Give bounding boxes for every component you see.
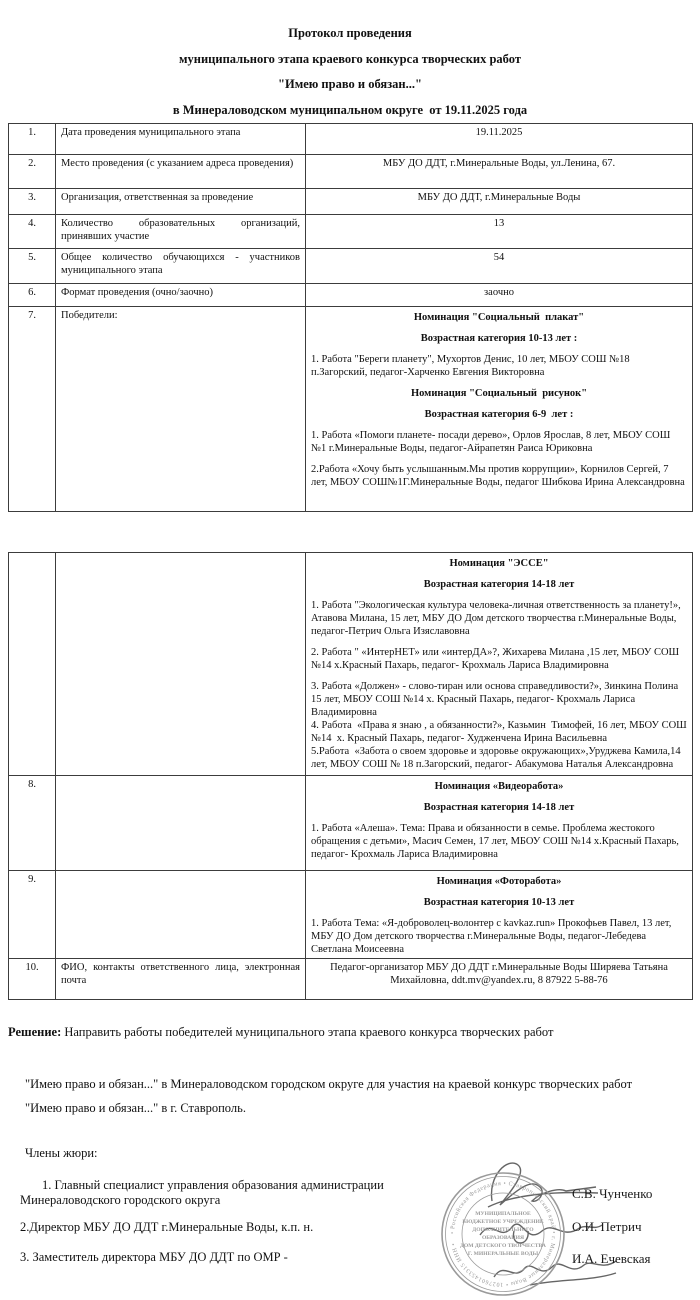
- winner-entry: 1. Работа "Береги планету", Мухортов Денис, 10 лет, МБОУ СОШ №18 п.Загорский, педагог-Харченко Евгения Викторовна: [311, 354, 633, 378]
- winner-entry: 1. Работа «Алеша». Тема: Права и обязанности в семье. Проблема жестокого обращения с детьми», Масич Семен, 17 лет, МБОУ СОШ №14 х.Красный Пахарь, педагог- Крохмаль Лариса Владимировна: [311, 823, 682, 860]
- row-label-empty: [56, 871, 306, 959]
- signature-name: И.А. Ечевская: [572, 1251, 651, 1266]
- decision-label: Решение:: [8, 1025, 62, 1039]
- row-number: 10.: [9, 959, 56, 1000]
- nomination-heading: Номинация "ЭССЕ": [449, 558, 549, 569]
- contact-value: Педагог-организатор МБУ ДО ДДТ г.Минеральные Воды Ширяева Татьяна Михайловна, ddt.mv@yandex.ru, 8 87922 5-88-76: [306, 959, 693, 1000]
- age-category-heading: Возрастная категория 10-13 лет: [423, 897, 575, 908]
- row-value: заочно: [306, 284, 693, 307]
- winner-entry: 4. Работа «Права я знаю , а обязанности?», Казьмин Тимофей, 16 лет, МБОУ СОШ №14 х. Красный Пахарь, педагог- Худженчена Ирина Васильевна: [311, 720, 690, 744]
- table-row: [9, 249, 693, 284]
- table-row-winners: [9, 307, 693, 512]
- row-label-empty: [56, 776, 306, 871]
- winner-entry: 2.Работа «Хочу быть услышанным.Мы против коррупции», Корнилов Сергей, 7 лет, МБОУ СОШ№1Г.Минеральные Воды, педагог Шибкова Ирина Александровна: [311, 464, 685, 488]
- row-label: Общее количество обучающихся - участников муниципального этапа: [56, 249, 306, 284]
- table-row: [9, 284, 693, 307]
- photo-cell: [306, 871, 693, 959]
- row-number: 3.: [9, 189, 56, 215]
- decision-paragraph: [8, 1024, 700, 1040]
- row-label: Формат проведения (очно/заочно): [56, 284, 306, 307]
- stamp-line: ДОПОЛНИТЕЛЬНОГО: [472, 1227, 534, 1233]
- svg-text:• Российская Федерация • Ставр: [450, 1181, 557, 1287]
- row-number: 8.: [9, 776, 56, 871]
- decision-line-3: "Имею право и обязан..." в г. Ставрополь.: [25, 1101, 246, 1115]
- age-category-heading: Возрастная категория 14-18 лет: [423, 579, 575, 590]
- nomination-heading: Номинация «Фоторабота»: [436, 876, 562, 887]
- table-row-contact: [9, 959, 693, 1000]
- row-value: МБУ ДО ДДТ, г.Минеральные Воды: [306, 189, 693, 215]
- stamp-line: МУНИЦИПАЛЬНОЕ: [475, 1211, 531, 1217]
- row-value: 19.11.2025: [306, 124, 693, 155]
- nomination-heading: Номинация "Социальный рисунок": [410, 388, 588, 399]
- jury-member: 1. Главный специалист управления образования администрации Минераловодского городского округа: [20, 1177, 384, 1207]
- winner-entry: 2. Работа " «ИнтерНЕТ» или «интерДА»?, Жихарева Милана ,15 лет, МБОУ СОШ №14 х.Красный Пахарь, педагог- Крохмаль Лариса Владимировна: [311, 647, 682, 671]
- table-row-photo: [9, 871, 693, 959]
- winner-entry: 1. Работа "Экологическая культура человека-личная ответственность за планету!», Атавова Милана, 15 лет, МБУ ДО Дом детского творчества г.Минеральные Воды, педагог-Петрич Ольга Изяславовна: [311, 600, 684, 637]
- row-label: Победители:: [56, 307, 306, 512]
- row-value: 13: [306, 215, 693, 249]
- row-number: 7.: [9, 307, 56, 512]
- contest-name: "Имею право и обязан...": [278, 77, 422, 91]
- nomination-heading: Номинация "Социальный плакат": [413, 312, 585, 323]
- age-category-heading: Возрастная категория 10-13 лет :: [420, 333, 578, 344]
- winner-entry: 3. Работа «Должен» - слово-тиран или основа справедливости?», Зинкина Полина 15 лет, МБОУ СОШ №14 х. Красный Пахарь, педагог- Крохмаль Лариса Владимировна: [311, 681, 684, 718]
- stamp-line: ДОМ ДЕТСКОГО ТВОРЧЕСТВА: [460, 1243, 546, 1249]
- winner-entry: 1. Работа Тема: «Я-доброволец-волонтер с kavkaz.run» Прокофьев Павел, 13 лет, МБУ ДО Дом детского творчества г.Минеральные Воды, педагог-Лебедева Светлана Моисеевна: [311, 918, 674, 955]
- row-label: ФИО, контакты ответственного лица, электронная почта: [56, 959, 306, 1000]
- jury-member: 2.Директор МБУ ДО ДДТ г.Минеральные Воды, к.п. н.: [20, 1219, 314, 1234]
- row-number-empty: [9, 553, 56, 776]
- winner-entry: 1. Работа «Помоги планете- посади дерево», Орлов Ярослав, 8 лет, МБОУ СОШ №1 г.Минеральные Воды, педагог-Айрапетян Раиса Юриковна: [311, 430, 673, 454]
- stamp-line: Г. МИНЕРАЛЬНЫЕ ВОДЫ: [467, 1251, 539, 1257]
- table-row: [9, 189, 693, 215]
- table-row-essay: [9, 553, 693, 776]
- table-row: [9, 124, 693, 155]
- row-number: 1.: [9, 124, 56, 155]
- page-title: Протокол проведения: [288, 26, 412, 40]
- protocol-table-2: [8, 552, 693, 1000]
- row-value: 54: [306, 249, 693, 284]
- row-label: Место проведения (с указанием адреса проведения): [56, 155, 306, 189]
- winner-entry: 5.Работа «Забота о своем здоровье и здоровье окружающих»,Уруджева Камила,14 лет, МБОУ СОШ № 18 п.Загорский, педагог- Абакумова Наталья Александровна: [311, 746, 684, 770]
- age-category-heading: Возрастная категория 14-18 лет: [423, 802, 575, 813]
- jury-title: Члены жюри:: [25, 1146, 98, 1160]
- row-label: Организация, ответственная за проведение: [56, 189, 306, 215]
- row-number: 4.: [9, 215, 56, 249]
- document-header: [0, 0, 700, 123]
- signature-name: С.В. Чунченко: [572, 1186, 653, 1201]
- row-label: Количество образовательных организаций, принявших участие: [56, 215, 306, 249]
- place-and-date: в Минераловодском муниципальном округе от 19.11.2025 года: [172, 102, 528, 117]
- stamp-ring-text: • Российская Федерация • Ставропольский край • г. Минеральные Воды • 1027601453315 ИНН •: [449, 1180, 557, 1288]
- table-row: [9, 155, 693, 189]
- row-number: 6.: [9, 284, 56, 307]
- row-number: 2.: [9, 155, 56, 189]
- age-category-heading: Возрастная категория 6-9 лет :: [424, 409, 574, 420]
- row-number: 5.: [9, 249, 56, 284]
- table-row-video: [9, 776, 693, 871]
- stamp-line: БЮДЖЕТНОЕ УЧРЕЖДЕНИЕ: [462, 1219, 544, 1225]
- essay-cell: [306, 553, 693, 776]
- organization-stamp: [437, 1168, 569, 1300]
- jury-section: [20, 1146, 460, 1266]
- video-cell: [306, 776, 693, 871]
- nomination-heading: Номинация «Видеоработа»: [434, 781, 564, 792]
- stamp-line: ОБРАЗОВАНИЯ: [481, 1235, 525, 1241]
- row-value: МБУ ДО ДДТ, г.Минеральные Воды, ул.Ленина, 67.: [306, 155, 693, 189]
- protocol-table-1: [8, 123, 693, 512]
- winners-cell: [306, 307, 693, 512]
- decision-text: Направить работы победителей муниципального этапа краевого конкурса творческих работ: [61, 1025, 554, 1039]
- table-row: [9, 215, 693, 249]
- row-label-empty: [56, 553, 306, 776]
- decision-line-2: "Имею право и обязан..." в Минераловодском городском округе для участия на краевой конкурс творческих работ: [25, 1077, 633, 1091]
- row-label: Дата проведения муниципального этапа: [56, 124, 306, 155]
- page-subtitle: муниципального этапа краевого конкурса творческих работ: [179, 51, 521, 66]
- jury-member: 3. Заместитель директора МБУ ДО ДДТ по ОМР -: [20, 1250, 288, 1264]
- signature-name: О.И. Петрич: [572, 1219, 642, 1234]
- row-number: 9.: [9, 871, 56, 959]
